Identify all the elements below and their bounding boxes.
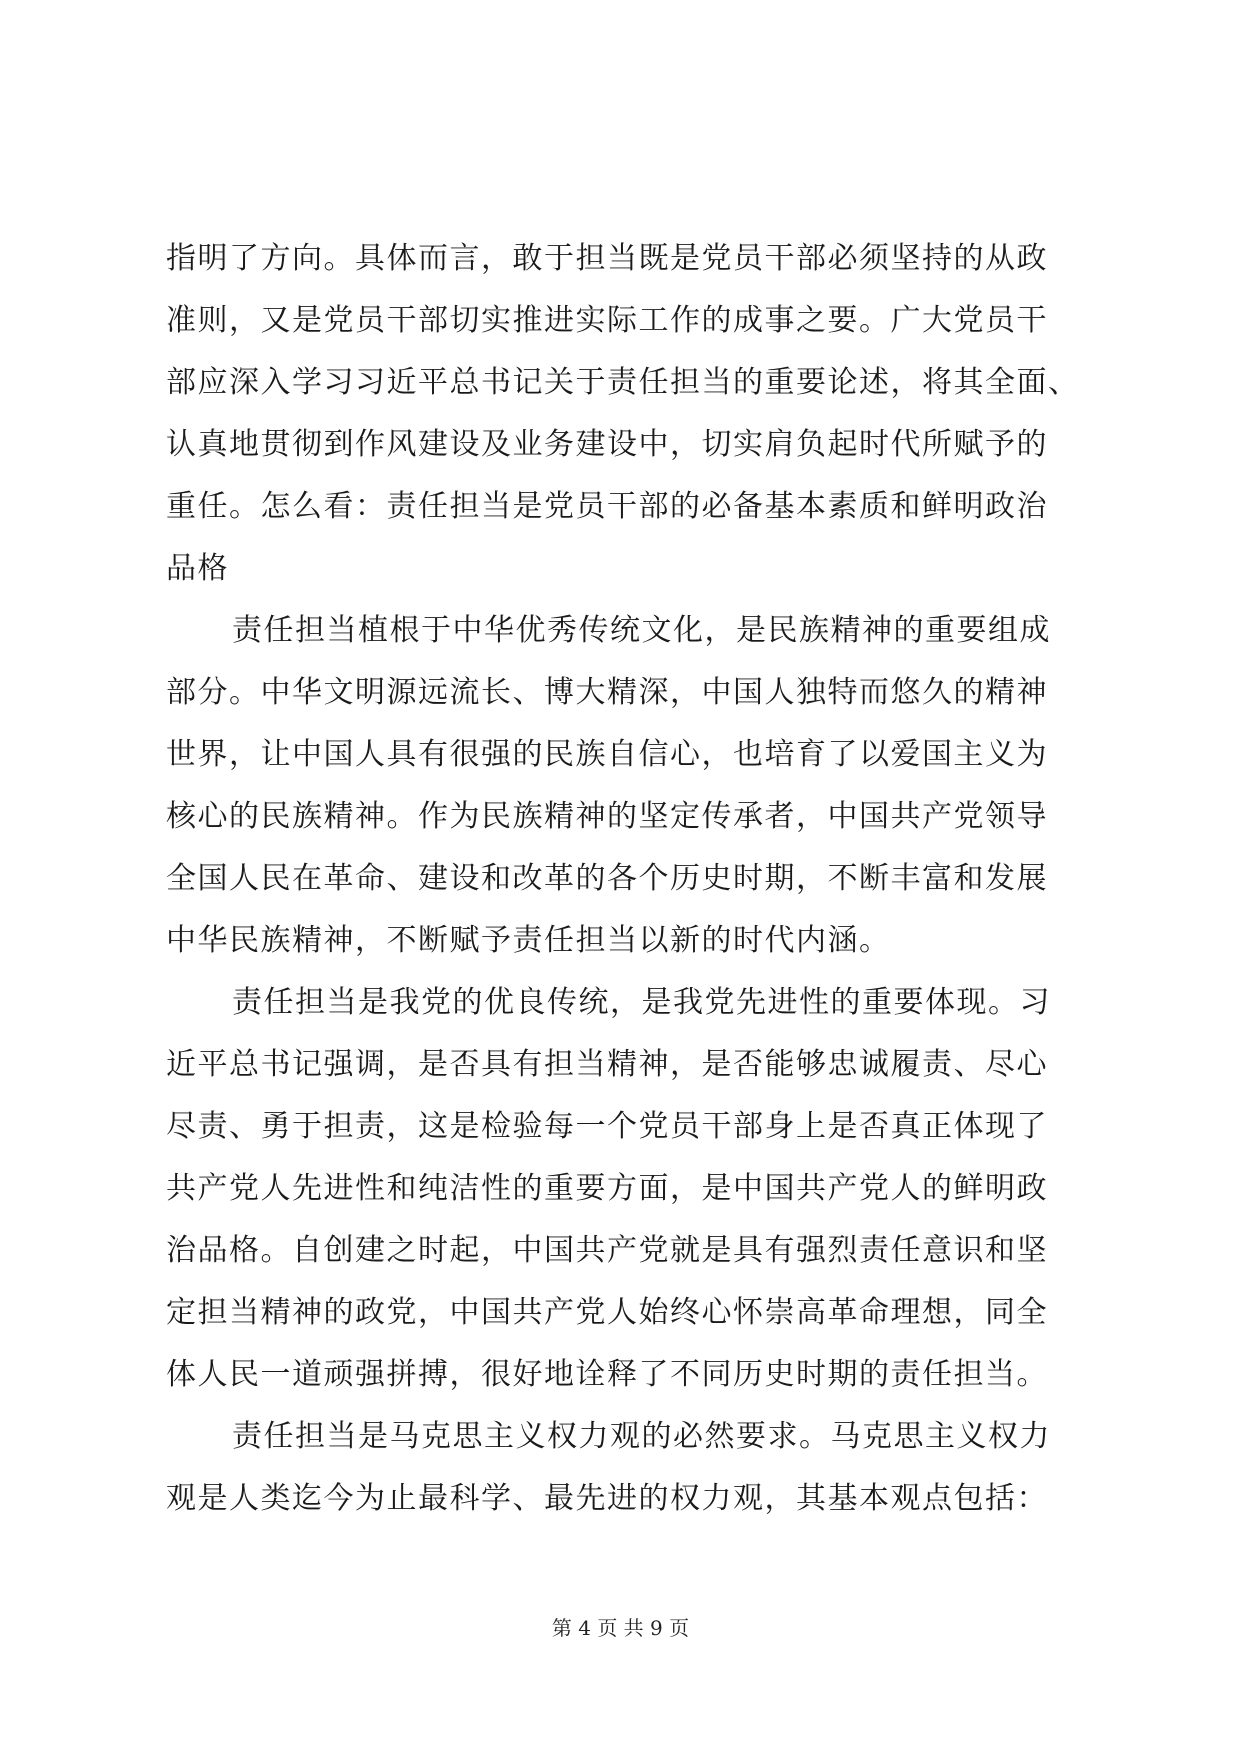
- text-line: 责任担当是我党的优良传统，是我党先进性的重要体现。习: [232, 985, 1051, 1020]
- text-line: 认真地贯彻到作风建设及业务建设中，切实肩负起时代所赋予的: [166, 427, 1048, 462]
- text-line: 指明了方向。具体而言，敢于担当既是党员干部必须坚持的从政: [166, 241, 1048, 276]
- text-line: 近平总书记强调，是否具有担当精神，是否能够忠诚履责、尽心: [166, 1047, 1048, 1082]
- text-line: 责任担当是马克思主义权力观的必然要求。马克思主义权力: [232, 1419, 1051, 1454]
- text-line: 定担当精神的政党，中国共产党人始终心怀崇高革命理想，同全: [166, 1295, 1048, 1330]
- text-line: 体人民一道顽强拼搏，很好地诠释了不同历史时期的责任担当。: [166, 1357, 1048, 1392]
- text-line: 准则，又是党员干部切实推进实际工作的成事之要。广大党员干: [166, 303, 1048, 338]
- text-line: 责任担当植根于中华优秀传统文化，是民族精神的重要组成: [232, 613, 1051, 648]
- text-line: 部应深入学习习近平总书记关于责任担当的重要论述，将其全面、: [166, 365, 1080, 400]
- text-line: 观是人类迄今为止最科学、最先进的权力观，其基本观点包括：: [166, 1481, 1048, 1516]
- text-line: 全国人民在革命、建设和改革的各个历史时期，不断丰富和发展: [166, 861, 1048, 896]
- text-line: 品格: [166, 551, 229, 586]
- page-footer: 第 4 页 共 9 页: [551, 1616, 690, 1640]
- text-line: 共产党人先进性和纯洁性的重要方面，是中国共产党人的鲜明政: [166, 1171, 1048, 1206]
- text-line: 重任。怎么看：责任担当是党员干部的必备基本素质和鲜明政治: [166, 489, 1048, 524]
- body-text: [166, 228, 1106, 1530]
- text-line: 部分。中华文明源远流长、博大精深，中国人独特而悠久的精神: [166, 675, 1048, 710]
- text-line: 世界，让中国人具有很强的民族自信心，也培育了以爱国主义为: [166, 737, 1048, 772]
- text-line: 治品格。自创建之时起，中国共产党就是具有强烈责任意识和坚: [166, 1233, 1048, 1268]
- text-line: 核心的民族精神。作为民族精神的坚定传承者，中国共产党领导: [166, 799, 1048, 834]
- text-line: 尽责、勇于担责，这是检验每一个党员干部身上是否真正体现了: [166, 1109, 1048, 1144]
- text-line: 中华民族精神，不断赋予责任担当以新的时代内涵。: [166, 923, 891, 958]
